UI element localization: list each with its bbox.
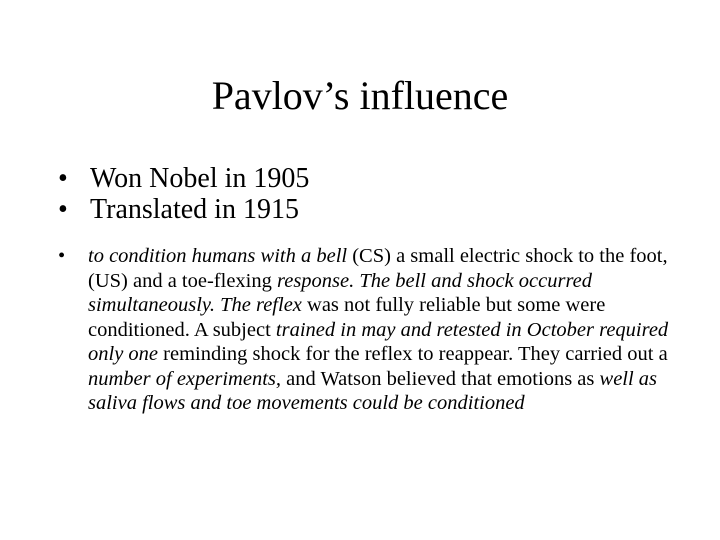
bullet-text: Won Nobel in 1905: [90, 163, 310, 194]
bullet-icon: •: [58, 163, 68, 194]
detail-segment: reminding shock for the reflex to reappear. They carried out a: [158, 343, 668, 365]
bullet-item: [58, 194, 678, 225]
detail-segment: number of experiments,: [88, 367, 281, 390]
bullet-icon: •: [58, 194, 68, 225]
detail-segment: (CS) a small electric shock to the foot, (US) and a toe-flexing: [88, 245, 668, 292]
detail-segment: well as saliva flows and toe movements could be conditioned: [88, 367, 658, 414]
bullet-item: [58, 163, 678, 194]
detail-bullet: [58, 244, 678, 416]
bullet-text: Translated in 1915: [90, 194, 299, 225]
detail-segment: to condition humans with a bell: [88, 245, 348, 267]
detail-segment: trained in may and retested in October required only one: [88, 318, 669, 365]
detail-segment: and Watson believed that emotions as: [281, 367, 600, 390]
detail-segment: was not fully reliable but some were conditioned. A subject: [88, 294, 606, 341]
detail-item: [58, 244, 678, 416]
detail-text: [88, 245, 668, 414]
detail-segment: response. The bell and shock occurred simultaneously. The reflex: [88, 269, 593, 316]
bullet-icon: •: [58, 245, 66, 267]
slide-title: Pavlov’s influence: [211, 73, 509, 118]
bullet-list: [58, 163, 678, 225]
